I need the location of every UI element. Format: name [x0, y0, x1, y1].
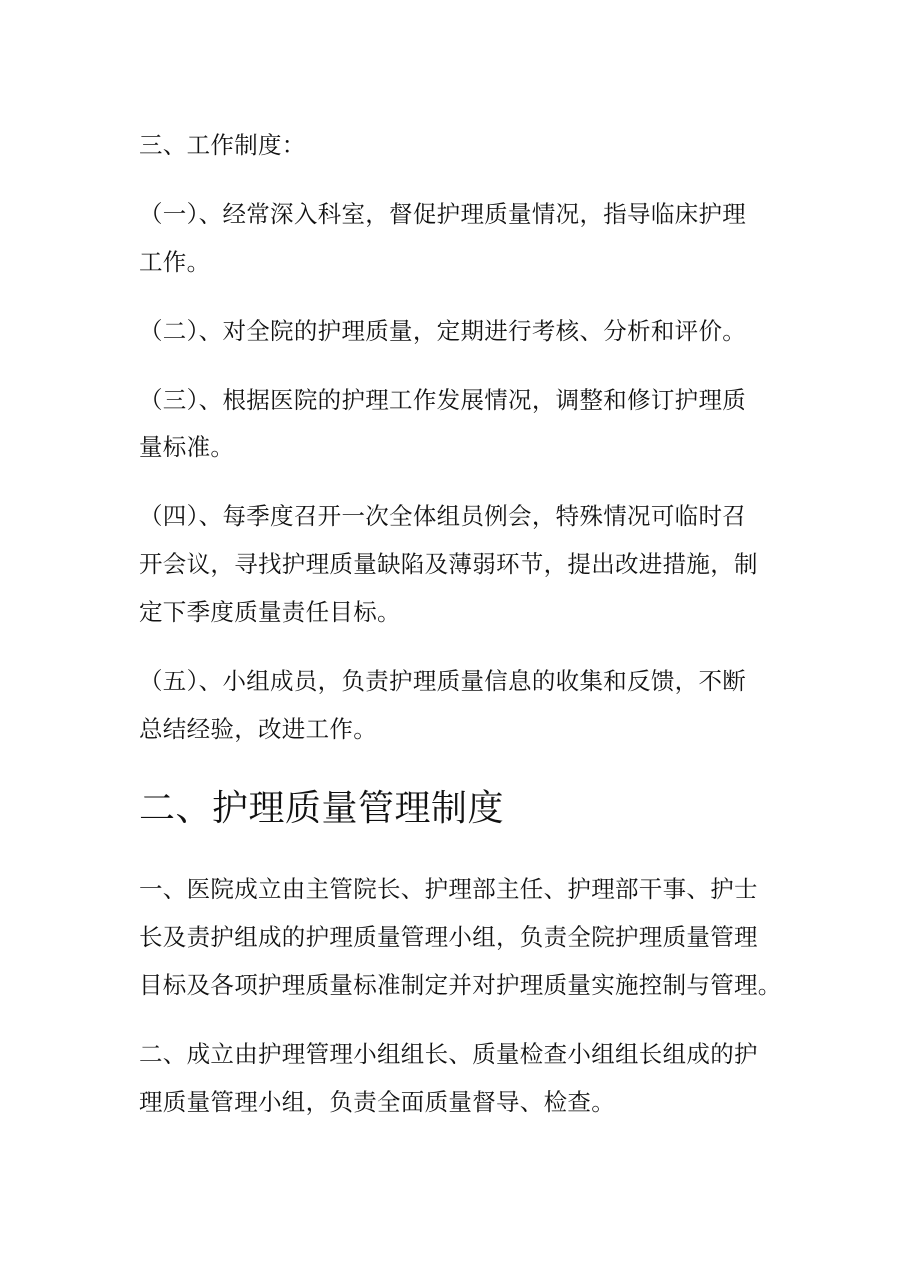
para-1-line-3: 目标及各项护理质量标准制定并对护理质量实施控制与管理。	[139, 971, 782, 999]
item-5-line-1: （五）、小组成员，负责护理质量信息的收集和反馈，不断	[139, 667, 747, 695]
item-3-line-2: 量标准。	[139, 433, 235, 461]
item-5-line-2: 总结经验，改进工作。	[139, 715, 377, 743]
section-heading-nursing-quality: 二、护理质量管理制度	[139, 788, 505, 829]
item-1-line-1: （一）、经常深入科室，督促护理质量情况，指导临床护理	[139, 200, 747, 228]
section-title-work-system: 三、工作制度：	[139, 131, 306, 159]
item-4-line-2: 开会议，寻找护理质量缺陷及薄弱环节，提出改进措施，制	[139, 550, 758, 578]
item-3-line-1: （三）、根据医院的护理工作发展情况，调整和修订护理质	[139, 386, 747, 414]
item-4-line-3: 定下季度质量责任目标。	[139, 598, 401, 626]
para-1-line-2: 长及责护组成的护理质量管理小组，负责全院护理质量管理	[139, 923, 758, 951]
para-2-line-2: 理质量管理小组，负责全面质量督导、检查。	[139, 1088, 615, 1116]
item-2-line-1: （二）、对全院的护理质量，定期进行考核、分析和评价。	[139, 317, 747, 345]
para-2-line-1: 二、成立由护理管理小组组长、质量检查小组组长组成的护	[139, 1040, 758, 1068]
para-1-line-1: 一、医院成立由主管院长、护理部主任、护理部干事、护士	[139, 875, 758, 903]
item-4-line-1: （四）、每季度召开一次全体组员例会，特殊情况可临时召	[139, 502, 747, 530]
item-1-line-2: 工作。	[139, 248, 211, 276]
